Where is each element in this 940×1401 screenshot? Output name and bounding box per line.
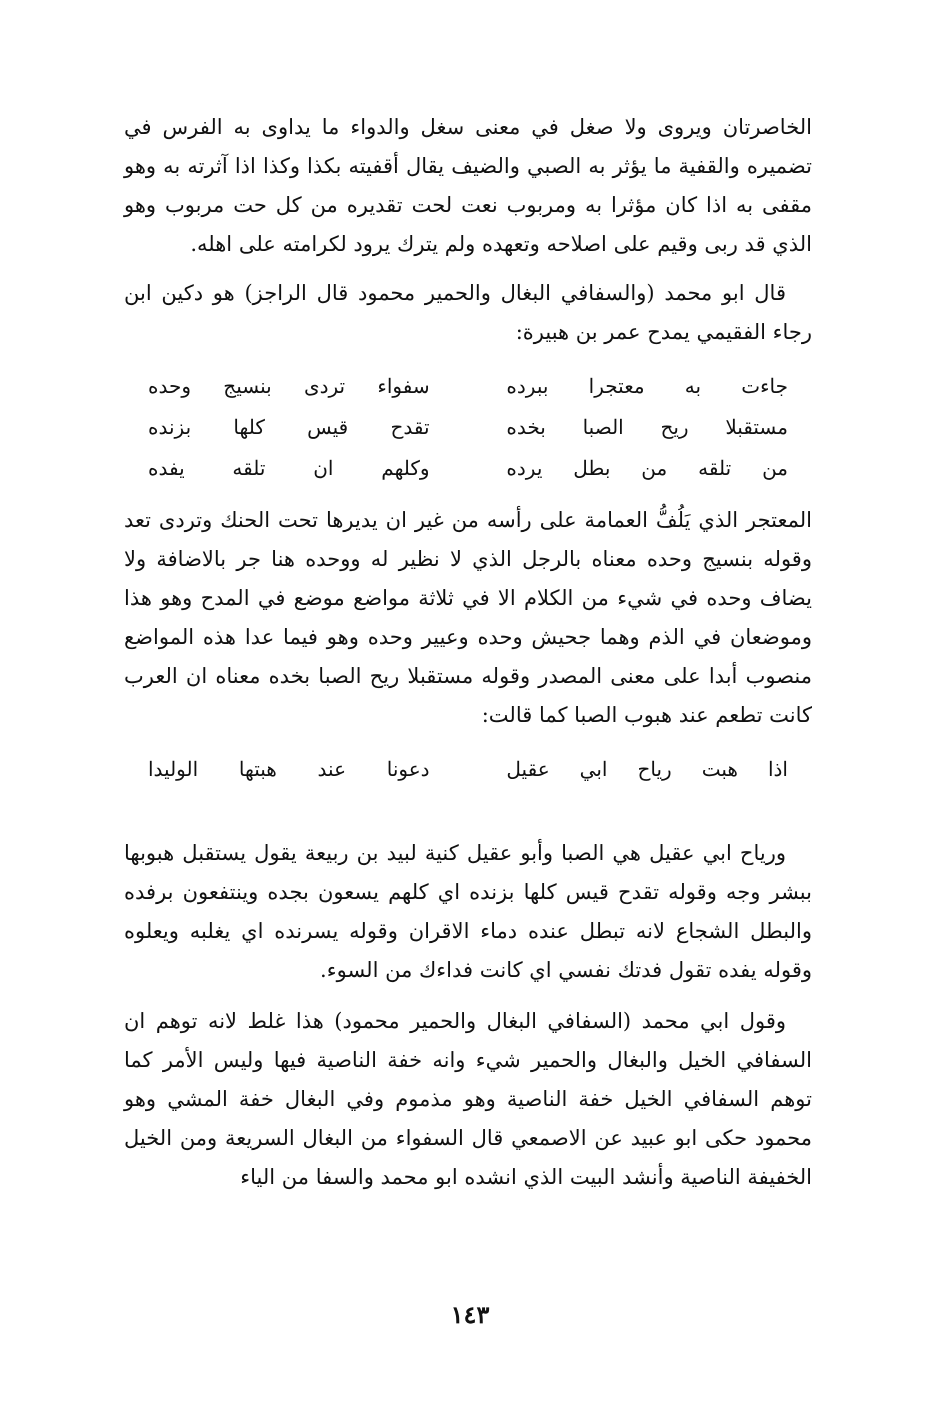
paragraph-text: المعتجر الذي يَلُفُّ العمامة على رأسه من غير ان يديرها تحت الحنك وتردى تعد وقوله بنسيج وحده معناه بالرجل الذي لا نظير له ووحده هنا جر بالاضافة ولا يضاف وحده في شيء من الكلام الا في ثلاثة مواضع موضع في المدح وهو هذا وموضعان في الذم وهما جحيش وحده وعيير وحده وهو فيما عدا هذه المواضع منصوب أبدا على معنى المصدر وقوله مستقبلا ريح الصبا بخده معناه ان العرب كانت تطعم عند هبوب الصبا كما قالت: bbox=[124, 508, 812, 727]
paragraph-commentary-4 bbox=[124, 1002, 812, 1197]
paragraph-commentary-1 bbox=[124, 108, 812, 264]
verse-second-hemistich: تقدح قيس كلها بزنده bbox=[148, 415, 430, 439]
paragraph-intro-verse bbox=[124, 274, 812, 352]
verse-second-hemistich: وكلهم ان تلقه يفده bbox=[148, 456, 430, 480]
paragraph-text: قال ابو محمد (والسفافي البغال والحمير محمود قال الراجز) هو دكين ابن رجاء الفقيمي يمدح عمر بن هبيرة: bbox=[124, 281, 812, 344]
poem-verse bbox=[124, 749, 812, 790]
quoted-verse bbox=[124, 749, 812, 790]
poem-verse bbox=[124, 366, 812, 407]
page-number: ١٤٣ bbox=[450, 1300, 490, 1329]
poem-verse bbox=[124, 448, 812, 489]
paragraph-commentary-3 bbox=[124, 834, 812, 990]
verse-second-hemistich: دعونا عند هبتها الوليدا bbox=[148, 757, 430, 781]
poem-block bbox=[124, 366, 812, 489]
paragraph-commentary-2 bbox=[124, 501, 812, 735]
verse-second-hemistich: سفواء تردى بنسيج وحده bbox=[148, 374, 430, 398]
paragraph-text: وقول ابي محمد (السفافي البغال والحمير محمود) هذا غلط لانه توهم ان السفافي الخيل والبغال والحمير شيء وانه خفة الناصية فيها وليس الأمر كما توهم السفافي الخيل خفة الناصية وهو مذموم وفي البغال خفة المشي وهو محمود حكى ابو عبيد عن الاصمعي قال السفواء من البغال السريعة ومن الخيل الخفيفة الناصية وأنشد البيت الذي انشده ابو محمد والسفا من الياء bbox=[124, 1009, 812, 1189]
verse-first-hemistich: اذا هبت رياح ابي عقيل bbox=[506, 757, 788, 781]
paragraph-text: ورياح ابي عقيل هي الصبا وأبو عقيل كنية لبيد بن ربيعة يقول يستقبل هبوبها ببشر وجه وقوله تقدح قيس كلها بزنده اي كلهم يسعون بجده وينتفعون برفده والبطل الشجاع لانه تبطل عنده دماء الاقران وقوله يسرنده اي يغلبه ويعلوه وقوله يفده تقول فدتك نفسي اي كانت فداءك من السوء. bbox=[124, 841, 812, 982]
verse-first-hemistich: جاءت به معتجرا ببرده bbox=[506, 374, 788, 398]
poem-verse bbox=[124, 407, 812, 448]
verse-first-hemistich: مستقبلا ريح الصبا بخده bbox=[506, 415, 788, 439]
verse-first-hemistich: من تلقه من بطل يرده bbox=[506, 456, 788, 480]
paragraph-text: الخاصرتان ويروى ولا صغل في معنى سغل والدواء ما يداوى به الفرس في تضميره والقفية ما يؤثر به الصبي والضيف يقال أقفيته بكذا وكذا اذا آثرته به وهو مقفى به اذا كان مؤثرا به ومربوب نعت لحت تقديره من كل حت مربوب وهو الذي قد ربى وقيم على اصلاحه وتعهده ولم يترك يرود لكرامته على اهله. bbox=[124, 115, 812, 256]
